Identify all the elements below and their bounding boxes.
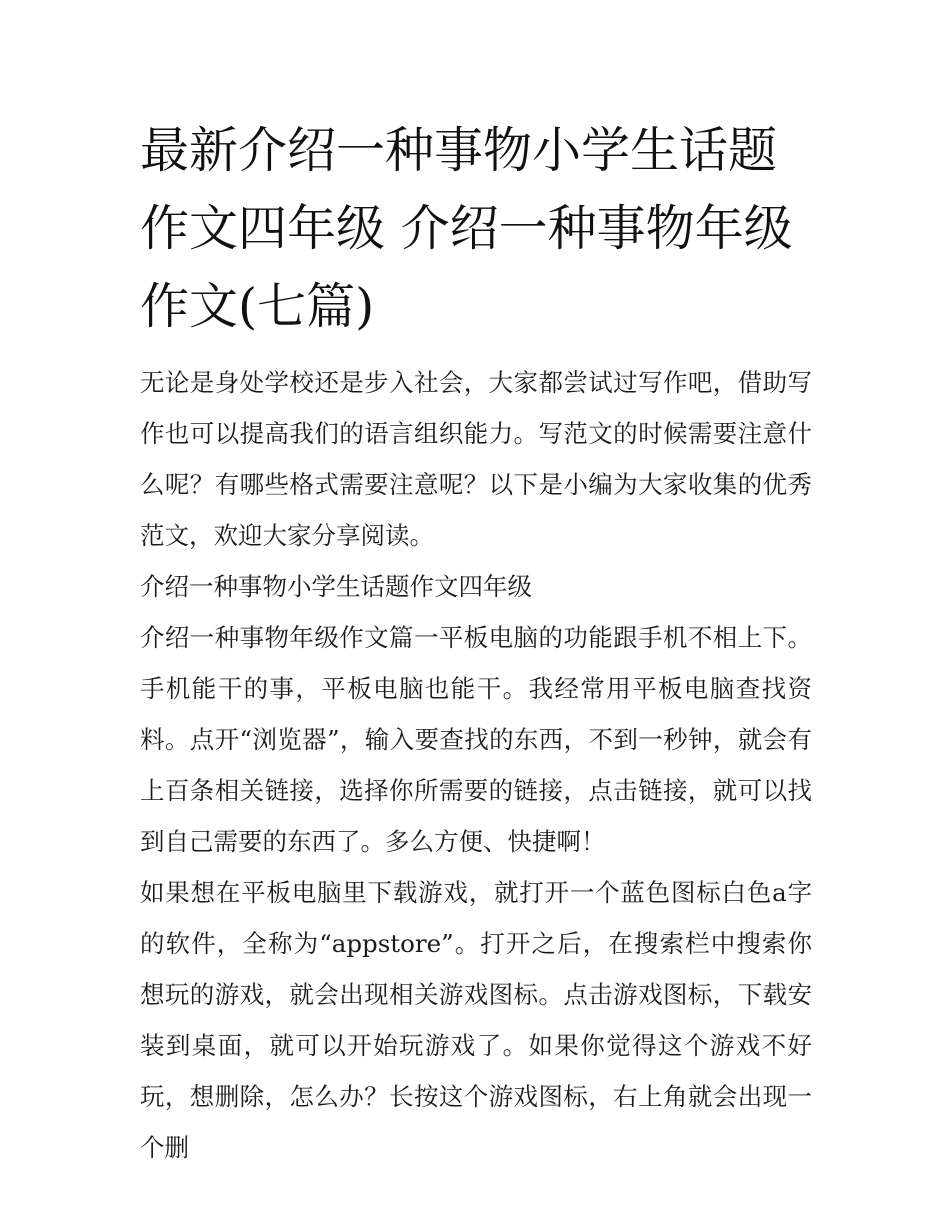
essay-paragraph-2: 如果想在平板电脑里下载游戏，就打开一个蓝色图标白色a字的软件，全称为“appstore”。打开之后，在搜索栏中搜索你想玩的游戏，就会出现相关游戏图标。点击游戏图标，下载安装到桌面，就可以开始玩游戏了。如果你觉得这个游戏不好玩，想删除，怎么办？长按这个游戏图标，右上角就会出现一个删 <box>140 878 812 1162</box>
section-heading: 介绍一种事物小学生话题作文四年级 <box>140 572 532 601</box>
document-title: 最新介绍一种事物小学生话题作文四年级 介绍一种事物年级作文(七篇) <box>140 122 793 335</box>
essay-paragraph-1: 介绍一种事物年级作文篇一平板电脑的功能跟手机不相上下。手机能干的事，平板电脑也能干。我经常用平板电脑查找资料。点开“浏览器”，输入要查找的东西，不到一秒钟，就会有上百条相关链接，选择你所需要的链接，点击链接，就可以找到自己需要的东西了。多么方便、快捷啊！ <box>140 623 812 856</box>
document-body <box>140 357 812 1173</box>
intro-paragraph: 无论是身处学校还是步入社会，大家都尝试过写作吧，借助写作也可以提高我们的语言组织能力。写范文的时候需要注意什么呢？有哪些格式需要注意呢？以下是小编为大家收集的优秀范文，欢迎大家分享阅读。 <box>140 368 812 550</box>
